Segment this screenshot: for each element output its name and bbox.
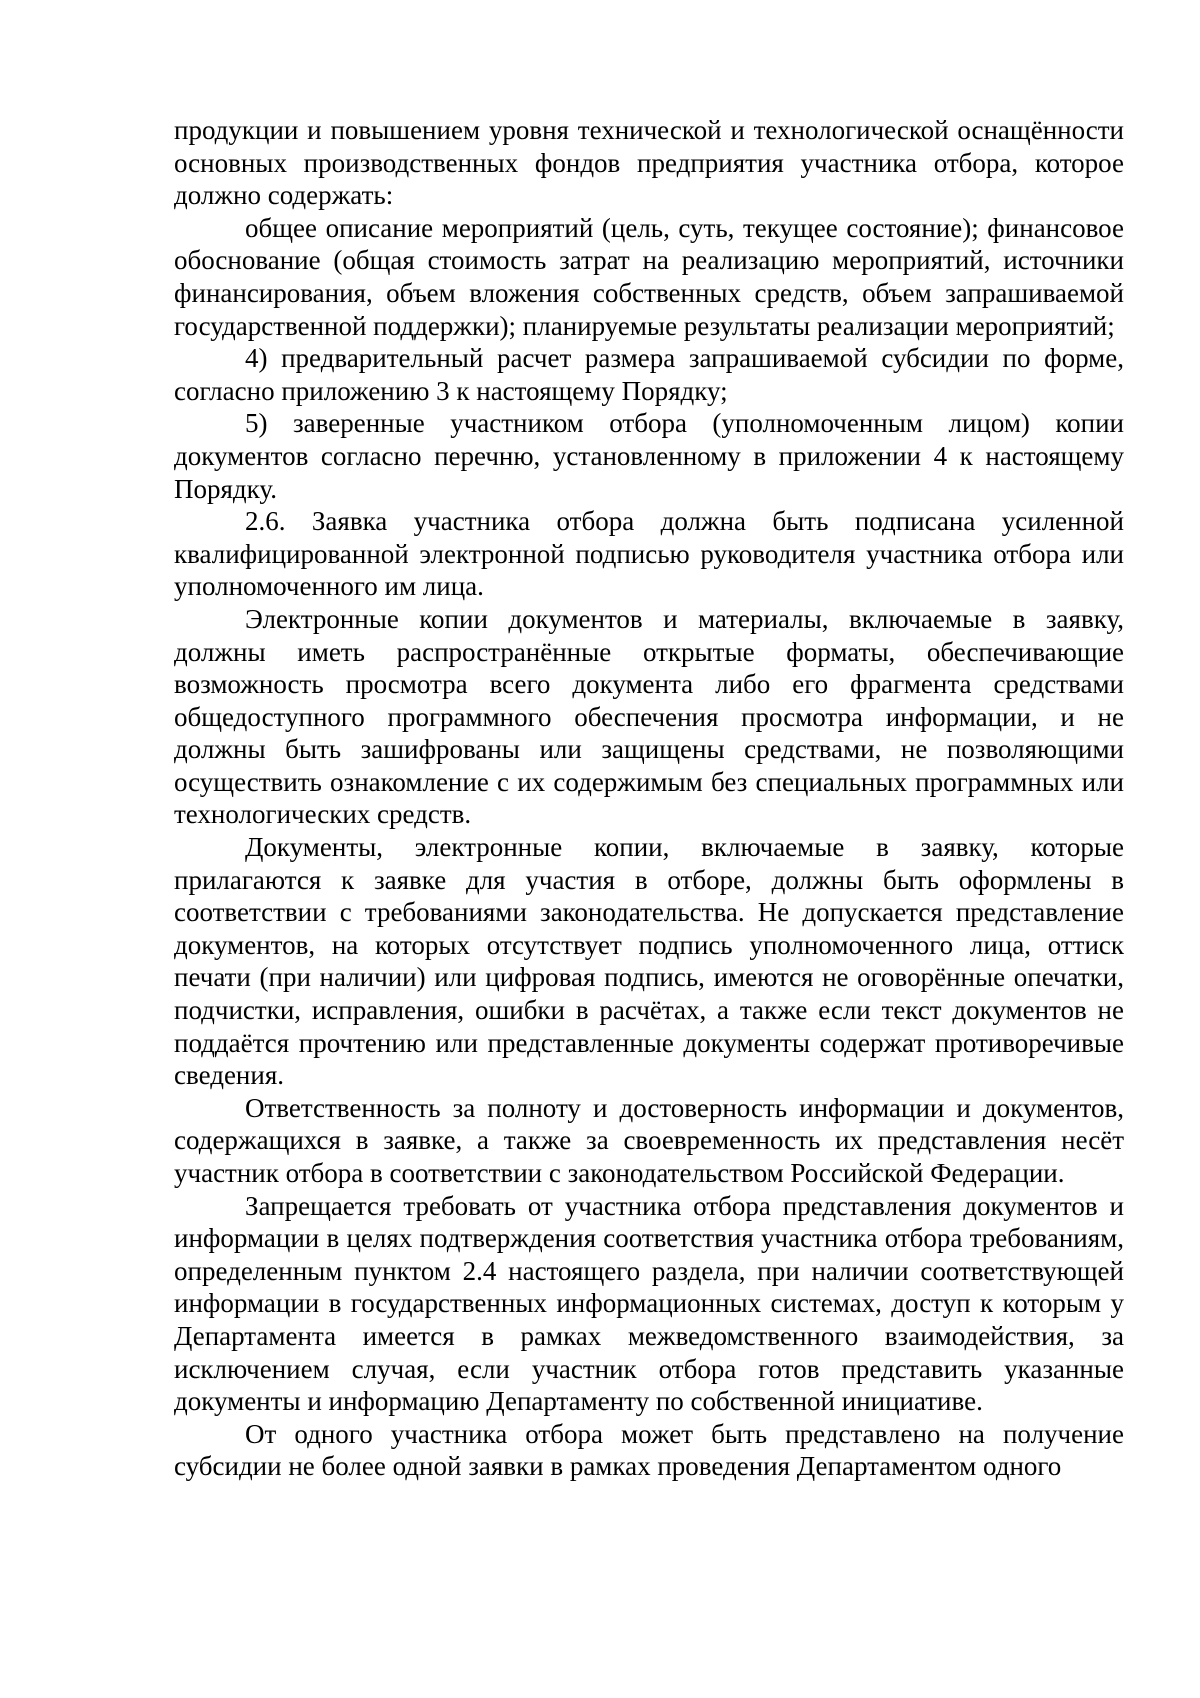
paragraph-3: 4) предварительный расчет размера запрашиваемой субсидии по форме, согласно приложению 3 к настоящему Порядку; — [174, 343, 1124, 406]
paragraph-7: Документы, электронные копии, включаемые в заявку, которые прилагаются к заявке для участия в отборе, должны быть оформлены в соответствии с требованиями законодательства. Не допускается представление документов, на которых отсутствует подпись уполномоченного лица, оттиск печати (при наличии) или цифровая подпись, имеются не оговорённые опечатки, подчистки, исправления, ошибки в расчётах, а также если текст документов не поддаётся прочтению или представленные документы содержат противоречивые сведения. — [174, 832, 1124, 1091]
paragraph-4: 5) заверенные участником отбора (уполномоченным лицом) копии документов согласно перечню, установленному в приложении 4 к настоящему Порядку. — [174, 408, 1124, 504]
paragraph-5: 2.6. Заявка участника отбора должна быть подписана усиленной квалифицированной электронной подписью руководителя участника отбора или уполномоченного им лица. — [174, 506, 1124, 602]
paragraph-8: Ответственность за полноту и достоверность информации и документов, содержащихся в заявке, а также за своевременность их представления несёт участник отбора в соответствии с законодательством Российской Федерации. — [174, 1092, 1124, 1188]
paragraph-2: общее описание мероприятий (цель, суть, текущее состояние); финансовое обоснование (общая стоимость затрат на реализацию мероприятий, источники финансирования, объем вложения собственных средств, объем запрашиваемой государственной поддержки); планируемые результаты реализации мероприятий; — [174, 212, 1124, 341]
paragraph-9: Запрещается требовать от участника отбора представления документов и информации в целях подтверждения соответствия участника отбора требованиям, определенным пунктом 2.4 настоящего раздела, при наличии соответствующей информации в государственных информационных системах, доступ к которым у Департамента имеется в рамках межведомственного взаимодействия, за исключением случая, если участник отбора готов представить указанные документы и информацию Департаменту по собственной инициативе. — [174, 1190, 1124, 1417]
document-body — [174, 114, 1124, 1483]
paragraph-6: Электронные копии документов и материалы, включаемые в заявку, должны иметь распространённые открытые форматы, обеспечивающие возможность просмотра всего документа либо его фрагмента средствами общедоступного программного обеспечения просмотра информации, и не должны быть зашифрованы или защищены средствами, не позволяющими осуществить ознакомление с их содержимым без специальных программных или технологических средств. — [174, 603, 1124, 830]
paragraph-10: От одного участника отбора может быть представлено на получение субсидии не более одной заявки в рамках проведения Департаментом одного — [174, 1418, 1124, 1482]
paragraph-1: продукции и повышением уровня технической и технологической оснащённости основных производственных фондов предприятия участника отбора, которое должно содержать: — [174, 115, 1124, 211]
